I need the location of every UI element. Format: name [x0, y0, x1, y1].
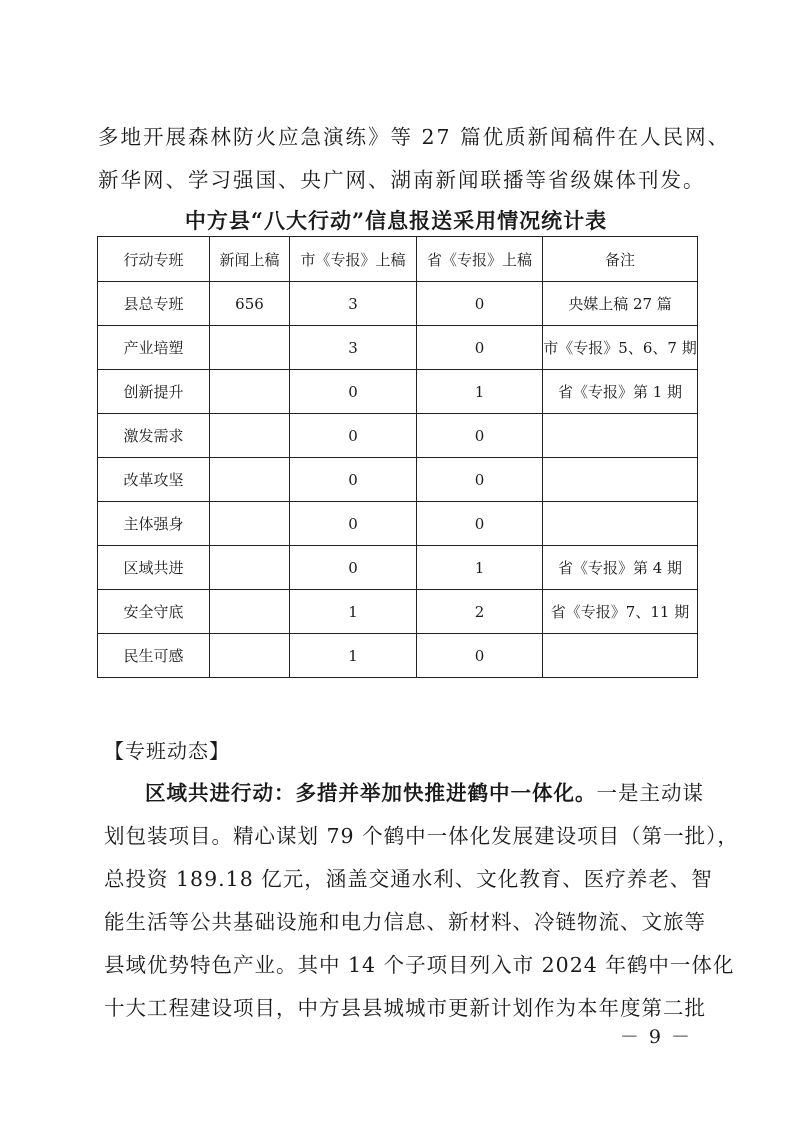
lead-sentence: 区域共进行动：多措并举加快推进鹤中一体化。 — [145, 781, 597, 805]
table-cell: 市《专报》5、6、7 期 — [543, 326, 698, 370]
table-header-row — [98, 237, 698, 282]
table-cell: 县总专班 — [98, 282, 210, 326]
table-cell — [210, 634, 290, 678]
body-line-2: 划包装项目。精心谋划 79 个鹤中一体化发展建设项目（第一批）， — [104, 824, 739, 848]
table-cell: 区域共进 — [98, 546, 210, 590]
table-cell — [210, 458, 290, 502]
table-cell: 0 — [290, 546, 417, 590]
table-cell — [543, 458, 698, 502]
body-line-4: 能生活等公共基础设施和电力信息、新材料、冷链物流、文旅等 — [104, 910, 706, 934]
body-line-3: 总投资 189.18 亿元，涵盖交通水利、文化教育、医疗养老、智 — [104, 867, 713, 891]
table-cell: 0 — [417, 326, 543, 370]
body-line-6: 十大工程建设项目，中方县县城城市更新计划作为本年度第二批 — [104, 996, 706, 1020]
table-cell: 1 — [417, 546, 543, 590]
header-cell: 省《专报》上稿 — [417, 237, 543, 282]
table-cell: 0 — [417, 458, 543, 502]
table-cell — [210, 326, 290, 370]
table-cell: 改革攻坚 — [98, 458, 210, 502]
table-cell — [543, 502, 698, 546]
table-cell: 民生可感 — [98, 634, 210, 678]
table-cell: 安全守底 — [98, 590, 210, 634]
table-row — [98, 502, 698, 546]
table-cell — [210, 502, 290, 546]
table-cell: 激发需求 — [98, 414, 210, 458]
table-cell: 656 — [210, 282, 290, 326]
table-cell — [210, 546, 290, 590]
table-cell: 主体强身 — [98, 502, 210, 546]
table-cell: 省《专报》7、11 期 — [543, 590, 698, 634]
table-cell: 1 — [417, 370, 543, 414]
table-cell — [210, 370, 290, 414]
body-line-1 — [104, 776, 737, 806]
table-cell: 0 — [290, 370, 417, 414]
table-cell — [210, 414, 290, 458]
table-row — [98, 370, 698, 414]
intro-line-1: 多地开展森林防火应急演练》等 27 篇优质新闻稿件在人民网、 — [98, 125, 731, 149]
body-line-5: 县域优势特色产业。其中 14 个子项目列入市 2024 年鹤中一体化 — [104, 953, 735, 977]
table-cell: 0 — [417, 634, 543, 678]
table-cell: 产业培塑 — [98, 326, 210, 370]
table-row — [98, 590, 698, 634]
table-cell: 0 — [290, 414, 417, 458]
table-cell — [210, 590, 290, 634]
intro-line-2: 新华网、学习强国、央广网、湖南新闻联播等省级媒体刊发。 — [98, 168, 706, 192]
table-row — [98, 326, 698, 370]
table-title: 中方县“八大行动”信息报送采用情况统计表 — [184, 208, 608, 233]
table-row — [98, 546, 698, 590]
table-cell: 1 — [290, 634, 417, 678]
table-cell: 0 — [417, 502, 543, 546]
section-heading: 【专班动态】 — [104, 739, 230, 763]
table-row — [98, 458, 698, 502]
table-cell: 0 — [417, 414, 543, 458]
table-cell — [543, 414, 698, 458]
table-cell: 3 — [290, 326, 417, 370]
body-text: 一是主动谋 — [596, 781, 704, 805]
table-row — [98, 414, 698, 458]
table-cell: 2 — [417, 590, 543, 634]
table-cell: 0 — [290, 458, 417, 502]
table-cell: 0 — [417, 282, 543, 326]
header-cell: 市《专报》上稿 — [290, 237, 417, 282]
table-cell — [543, 634, 698, 678]
header-cell: 新闻上稿 — [210, 237, 290, 282]
header-cell: 行动专班 — [98, 237, 210, 282]
table-cell: 创新提升 — [98, 370, 210, 414]
table-cell: 1 — [290, 590, 417, 634]
statistics-table — [97, 236, 698, 678]
table-cell: 3 — [290, 282, 417, 326]
table-cell: 省《专报》第 1 期 — [543, 370, 698, 414]
table-cell: 央媒上稿 27 篇 — [543, 282, 698, 326]
table-row — [98, 282, 698, 326]
table-cell: 省《专报》第 4 期 — [543, 546, 698, 590]
header-cell: 备注 — [543, 237, 698, 282]
table-cell: 0 — [290, 502, 417, 546]
page-number: － 9 － — [619, 1026, 692, 1048]
table-row — [98, 634, 698, 678]
